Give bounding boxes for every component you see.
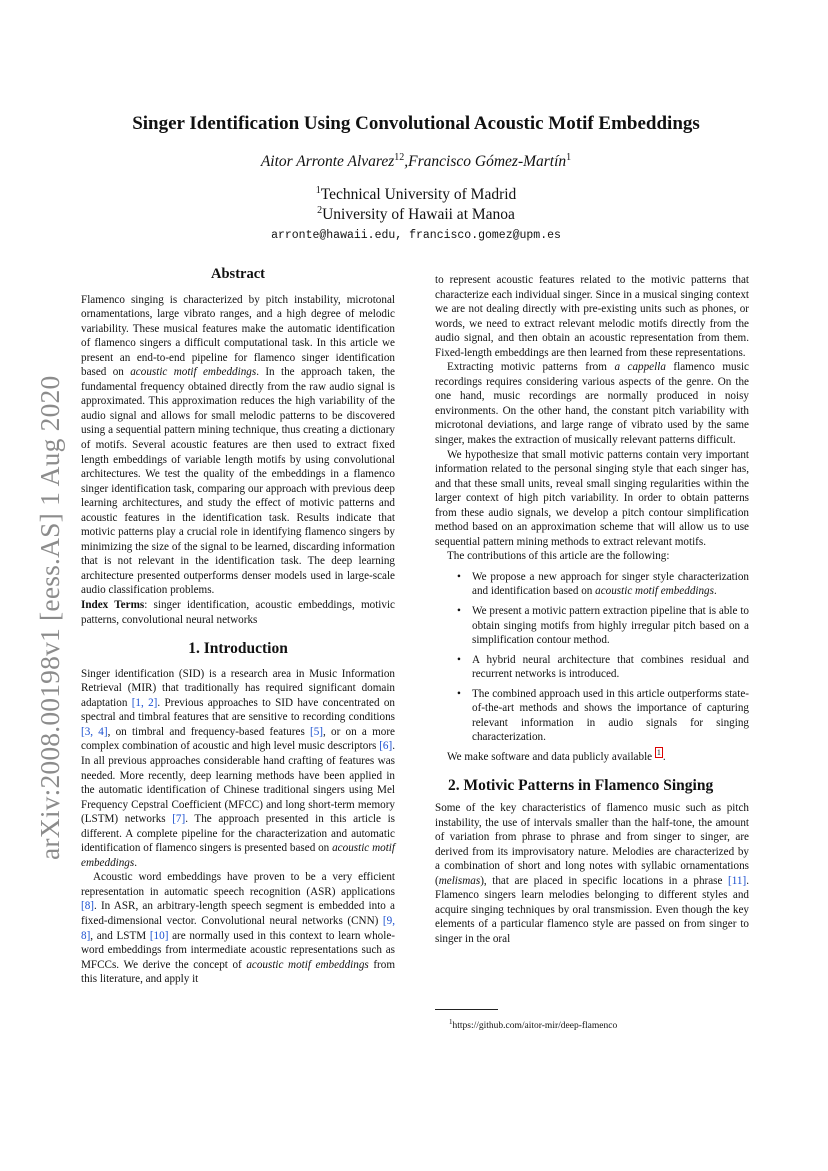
intro-paragraph-3: to represent acoustic features related to the motivic patterns that characterize each individual singer. Since in a musical singing context we are not dealing directly with pre-existing units such as phones, or words, we need to extract relevant melodic motifs directly from the audio signal, and then obtain an acoustic representation from them. Fixed-length embeddings are then learned from these representations.	[435, 274, 749, 359]
author-name: Aitor Arronte Alvarez	[260, 153, 395, 171]
intro-paragraph-4: Extracting motivic patterns from a cappella flamenco music recordings requires considering various aspects of the genre. On the one hand, music recordings are normally produced in noisy environments. On the other hand, the constant pitch variability with microtonal deviations, and large range of vibrato used by the same singer, makes the extraction of musically relevant patterns difficult.	[435, 361, 749, 447]
footnote	[449, 1018, 617, 1031]
left-column	[81, 267, 395, 987]
citation-link[interactable]: [11]	[728, 874, 747, 887]
author-separator: ,	[404, 153, 409, 171]
citation-link[interactable]: [1, 2]	[131, 696, 158, 709]
section-1-heading: 1. Introduction	[188, 640, 288, 658]
emphasis: a cappella	[614, 361, 666, 374]
arxiv-stamp	[14, 355, 65, 860]
list-item: • A hybrid neural architecture that combines residual and recurrent networks is introduced.	[435, 653, 749, 682]
right-column	[435, 273, 749, 947]
contributions-intro: The contributions of this article are the following:	[447, 550, 670, 563]
citation-link[interactable]: [3, 4]	[81, 725, 108, 738]
citation-link[interactable]: [5]	[310, 725, 324, 738]
author-affiliation-mark: 12	[394, 152, 405, 163]
section-2-paragraph-1: Some of the key characteristics of flamenco music such as pitch instability, the use of intervals smaller than the half-tone, the amount of variation from phrase to phrase and from singer to singer, are derived from its improvisatory nature. Melodies are characterized by a combination of short and long notes with syllabic ornamentations (melismas), that are placed in specific locations in a phrase [11]. Flamenco singers learn melodies belonging to different styles and acquire singing techniques by oral transmission. Even though the key elements of a particular flamenco style are passed on from singer to singer in the oral	[435, 802, 749, 945]
citation-link[interactable]: [9, 8]	[81, 914, 395, 942]
author-emails: arronte@hawaii.edu, francisco.gomez@upm.es	[271, 229, 561, 242]
abstract-text: Flamenco singing is characterized by pitch instability, microtonal ornamentations, large vibrato ranges, and a high degree of melodic variability. These musical features make the automatic identification of flamenco singers a difficult computational task. In this article we present an end-to-end pipeline for flamenco singer identification based on acoustic motif embeddings. In the approach taken, the fundamental frequency obtained directly from the raw audio signal is approximated. This approximation reduces the high variability of the audio signal and allows for small melodic patterns to be discovered using a sequential pattern mining technique, thus creating a dictionary of motifs. Several acoustic features are then used to extract fixed length embeddings of variable length motifs by using convolutional architectures. We test the quality of the embeddings in a flamenco singer identification task, comparing our approach with previous deep learning architectures, and study the effect of motivic patterns and acoustic features in the identification task. Results indicate that motivic patterns play a crucial role in identifying flamenco singers by minimizing the size of the signal to be learned, discarding information that is not relevant in the identification task. The deep learning architecture presented outperforms denser models used in large-scale audio classification problems.	[81, 293, 396, 597]
authors-line	[90, 152, 742, 171]
citation-link[interactable]: [6]	[379, 740, 393, 753]
software-availability: We make software and data publicly available $^1$ .	[447, 748, 666, 763]
emphasis: acoustic motif embeddings	[130, 366, 257, 379]
intro-paragraph-2: Acoustic word embeddings have proven to be a very efficient representation in automatic speech recognition (ASR) applications [8]. In ASR, an arbitrary-length speech segment is embedded into a fixed-dimensional vector. Convolutional neural networks (CNN) [9, 8], and LSTM [10] are normally used in this context to learn whole-word embeddings from intermediate acoustic representations such as MFCCs. We derive the concept of acoustic motif embeddings from this literature, and apply it	[81, 871, 395, 986]
author-affiliation-mark: 1	[566, 152, 572, 163]
affiliation-name: Technical University of Madrid	[320, 186, 517, 204]
affiliation-mark: 1	[315, 185, 321, 196]
emphasis: acoustic motif embeddings	[246, 958, 369, 971]
affiliation-2	[90, 205, 742, 224]
emphasis: acoustic motif embeddings	[81, 842, 395, 869]
footnote-number: 1	[449, 1018, 453, 1026]
footnote-link[interactable]: 1	[656, 748, 661, 758]
list-item: • We propose a new approach for singer style characterization and identification based on acoustic motif embeddings.	[435, 570, 749, 599]
intro-paragraph-5: We hypothesize that small motivic patterns contain very important information related to the personal singing style that each singer has, and that these small units, reveal small singing regularities within the larger context of high pitch variability. In order to obtain patterns from these audio signals, we develop a pitch contour simplification method based on an approximation scheme that will allow us to use sequential pattern mining methods to extract relevant motifs.	[435, 448, 749, 548]
emphasis: melismas	[438, 874, 481, 887]
affiliation-1	[90, 185, 742, 204]
citation-link[interactable]: [7]	[172, 813, 186, 826]
paper-title: Singer Identification Using Convolutional Acoustic Motif Embeddings	[132, 113, 700, 134]
footnote-url[interactable]: https://github.com/aitor-mir/deep-flamenco	[452, 1021, 618, 1032]
section-2-heading: 2. Motivic Patterns in Flamenco Singing	[448, 776, 714, 794]
contributions-list	[435, 570, 749, 745]
arxiv-identifier: arXiv:2008.00198v1 [eess.AS] 1 Aug 2020	[34, 375, 65, 860]
intro-paragraph-1: Singer identification (SID) is a research area in Music Information Retrieval (MIR) that traditionally has required significant domain adaptation [1, 2]. Previous approaches to SID have concentrated on spectral and timbral features that are sensitive to recording conditions [3, 4], on timbral and frequency-based features [5], or on a more complex combination of acoustic and high level music descriptors [6]. In all previous approaches considerable hand crafting of features was needed. More recently, deep learning methods have been applied in the automatic identification of Chinese traditional singers using Mel Frequency Cepstral Coefficient (MFCC) and long short-term memory (LSTM) networks [7]. The approach presented in this article is different. A complete pipeline for the characterization and automatic identification of flamenco singers is presented based on acoustic motif embeddings.	[81, 667, 396, 869]
list-item: • We present a motivic pattern extraction pipeline that is able to obtain singing motifs from highly irregular pitch based on a simplification contour method.	[435, 604, 749, 648]
author-name: Francisco Gómez-Martín	[408, 153, 567, 171]
abstract-heading: Abstract	[211, 266, 265, 282]
list-item: • The combined approach used in this article outperforms state-of-the-art methods and shows the importance of capturing relevant information in audio signals for singing characterization.	[435, 687, 749, 745]
index-terms-label: Index Terms	[81, 599, 145, 612]
affiliation-name: University of Hawaii at Manoa	[322, 206, 515, 224]
index-terms: Index Terms: singer identification, acoustic embeddings, motivic patterns, convolutional neural networks	[81, 599, 395, 626]
citation-link[interactable]: [8]	[81, 900, 94, 913]
citation-link[interactable]: [10]	[149, 929, 169, 942]
affiliation-mark: 2	[317, 205, 323, 216]
footnote-divider	[435, 1009, 498, 1010]
emphasis: acoustic motif embeddings	[595, 585, 714, 598]
